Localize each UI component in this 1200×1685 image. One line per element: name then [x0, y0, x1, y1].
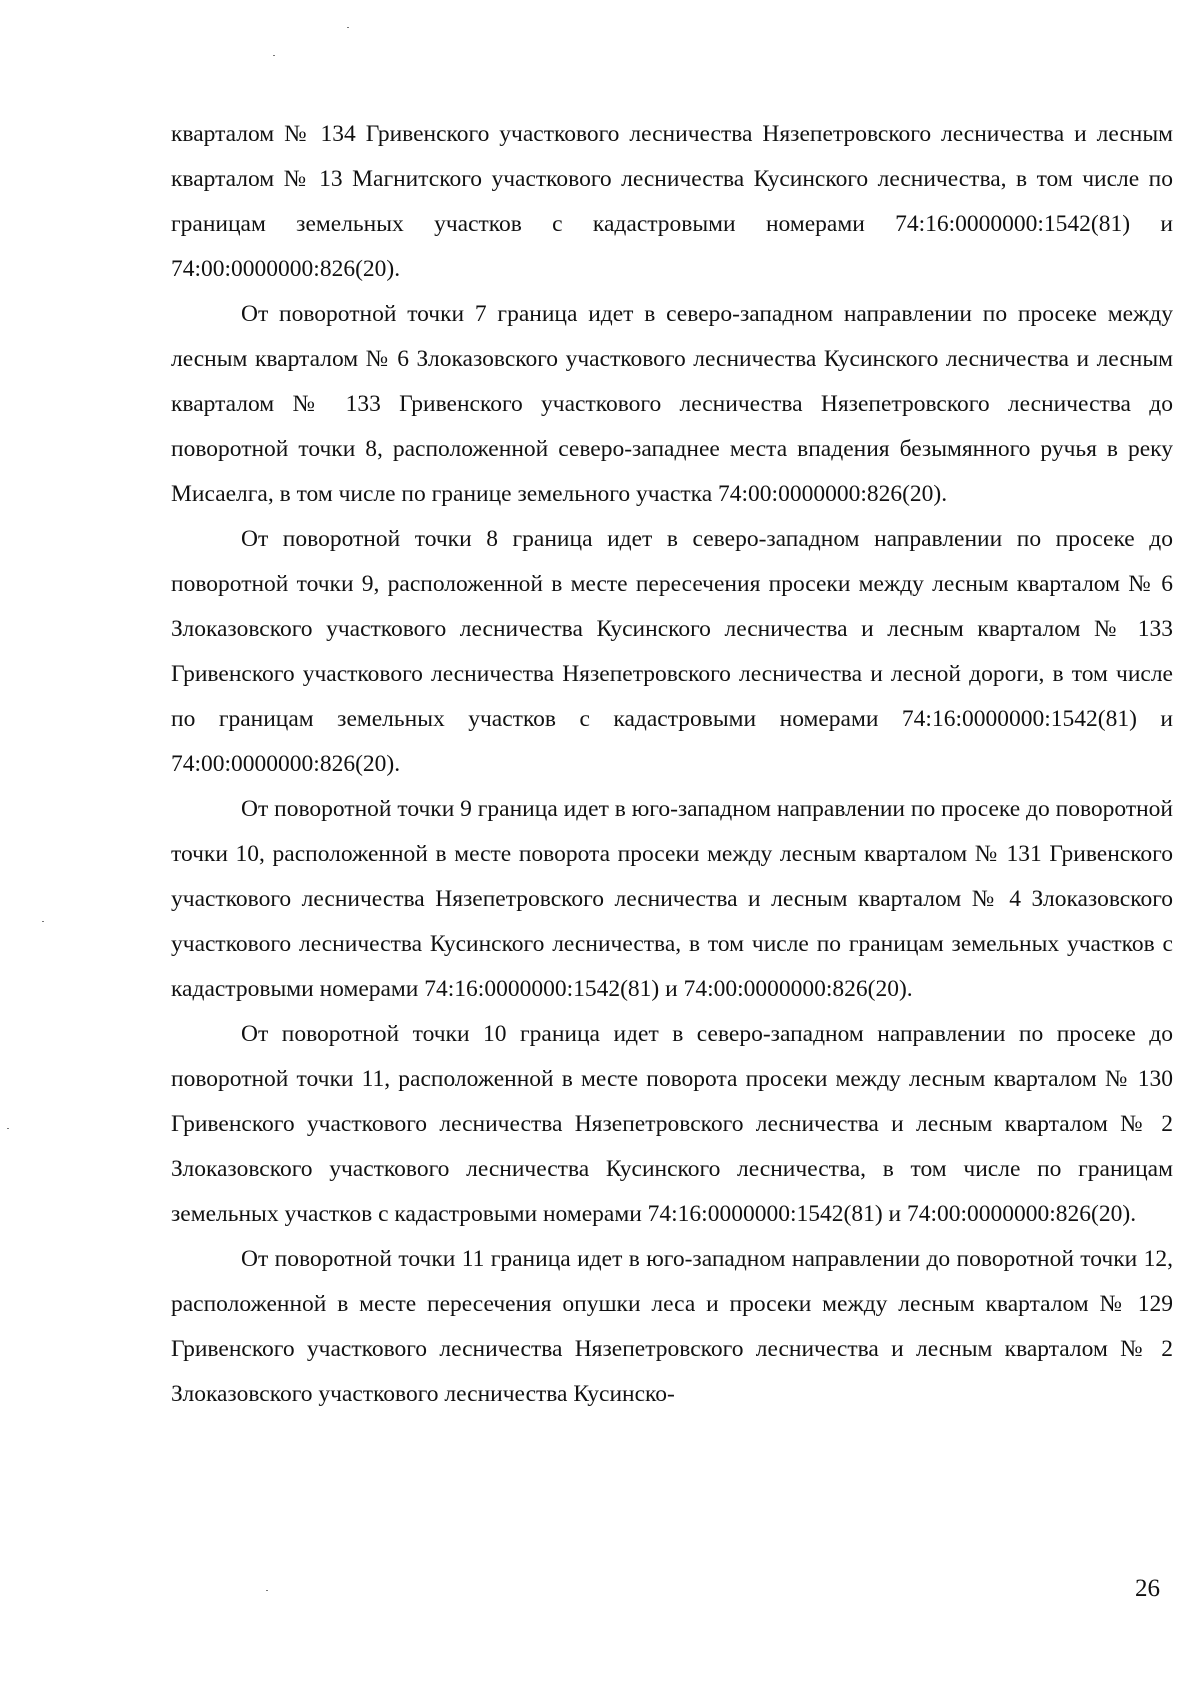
scan-speck	[347, 27, 349, 28]
paragraph-continuation: кварталом № 134 Гривенского участкового лесничества Нязепетровского лесничества и лесным кварталом № 13 Магнитского участкового лесничества Кусинского лесничества, в том числе по границам земельных участков с кадастровыми номерами 74:16:0000000:1542(81) и 74:00:0000000:826(20).	[171, 121, 1173, 282]
scan-speck	[273, 55, 275, 56]
paragraph: От поворотной точки 7 граница идет в северо-западном направлении по просеке между лесным кварталом № 6 Злоказовского участкового лесничества Кусинского лесничества и лесным кварталом № 133 Гривенского участкового лесничества Нязепетровского лесничества до поворотной точки 8, расположенной северо-западнее места впадения безымянного ручья в реку Мисаелга, в том числе по границе земельного участка 74:00:0000000:826(20).	[171, 301, 1173, 507]
paragraph: От поворотной точки 11 граница идет в юго-западном направлении до поворотной точки 12, расположенной в месте пересечения опушки леса и просеки между лесным кварталом № 129 Гривенского участкового лесничества Нязепетровского лесничества и лесным кварталом № 2 Злоказовского участкового лесничества Кусинско-	[171, 1246, 1173, 1407]
scan-speck	[7, 1128, 9, 1129]
paragraph: От поворотной точки 8 граница идет в северо-западном направлении по просеке до поворотной точки 9, расположенной в месте пересечения просеки между лесным кварталом № 6 Злоказовского участкового лесничества Кусинского лесничества и лесным кварталом № 133 Гривенского участкового лесничества Нязепетровского лесничества и лесной дороги, в том числе по границам земельных участков с кадастровыми номерами 74:16:0000000:1542(81) и 74:00:0000000:826(20).	[171, 526, 1173, 777]
paragraph: От поворотной точки 9 граница идет в юго-западном направлении по просеке до поворотной точки 10, расположенной в месте поворота просеки между лесным кварталом № 131 Гривенского участкового лесничества Нязепетровского лесничества и лесным кварталом № 4 Злоказовского участкового лесничества Кусинского лесничества, в том числе по границам земельных участков с кадастровыми номерами 74:16:0000000:1542(81) и 74:00:0000000:826(20).	[171, 796, 1173, 1002]
scan-speck	[42, 921, 44, 922]
scan-speck	[266, 1590, 268, 1591]
page-number: 26	[1135, 1575, 1160, 1602]
body-text	[171, 112, 1173, 1417]
paragraph: От поворотной точки 10 граница идет в северо-западном направлении по просеке до поворотной точки 11, расположенной в месте поворота просеки между лесным кварталом № 130 Гривенского участкового лесничества Нязепетровского лесничества и лесным кварталом № 2 Злоказовского участкового лесничества Кусинского лесничества, в том числе по границам земельных участков с кадастровыми номерами 74:16:0000000:1542(81) и 74:00:0000000:826(20).	[171, 1021, 1173, 1227]
